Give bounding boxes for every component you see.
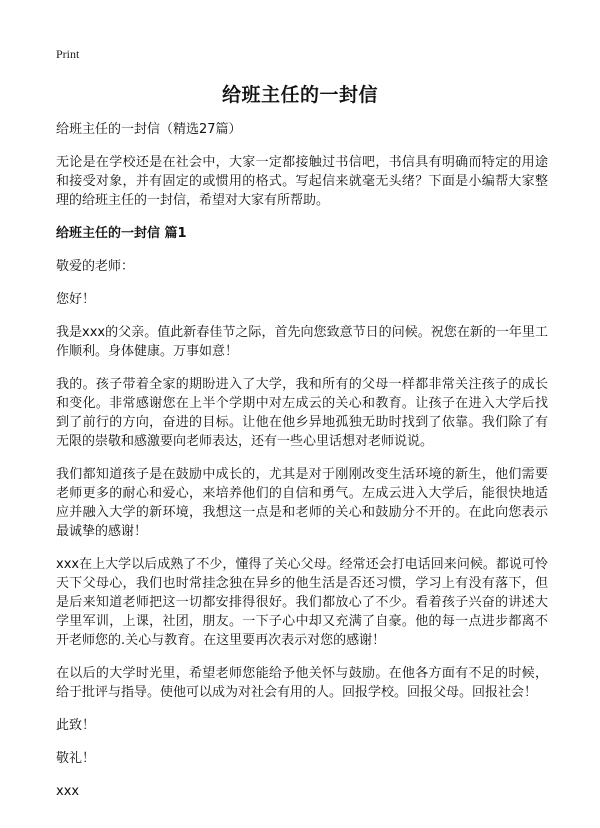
closing-line-1: 此致！ [56,718,96,733]
document-subtitle: 给班主任的一封信（精选27篇） [56,122,242,137]
salutation: 敬爱的老师： [56,259,135,274]
letter-paragraph-3: 我们都知道孩子是在鼓励中成长的，尤其是对于刚刚改变生活环境的新生，他们需要老师更多的耐心和爱心，来培养他们的自信和勇气。左成云进入大学后，能很快地适应并融入大学的新环境，我想这一点是和老师的关心和鼓励分不开的。在此向您表示最诚挚的感谢！ [56,467,548,539]
print-label[interactable]: Print [56,47,80,61]
letter-paragraph-5: 在以后的大学时光里，希望老师您能给予他关怀与鼓励。在他各方面有不足的时候，给于批评与指导。使他可以成为对社会有用的人。回报学校。回报父母。回报社会！ [56,666,548,700]
greeting: 您好！ [56,292,96,307]
page-title: 给班主任的一封信 [221,84,378,106]
intro-paragraph: 无论是在学校还是在社会中，大家一定都接触过书信吧，书信具有明确而特定的用途和接受对象，并有固定的或惯用的格式。写起信来就毫无头绪？下面是小编帮大家整理的给班主任的一封信，希望对大家有所帮助。 [56,155,548,208]
signature: xxx [56,784,80,799]
section-heading: 给班主任的一封信 篇1 [56,226,187,241]
letter-paragraph-1: 我是xxx的父亲。值此新春佳节之际，首先向您致意节日的问候。祝您在新的一年里工作顺利。身体健康。万事如意！ [56,325,548,359]
letter-paragraph-4: xxx在上大学以后成熟了不少，懂得了关心父母。经常还会打电话回来问候。都说可怜天下父母心，我们也时常挂念独在异乡的他生活是否还习惯，学习上有没有落下，但是后来知道老师把这一切都安排得很好。我们都放心了不少。看着孩子兴奋的讲述大学里军训，上课，社团，朋友。一下子心中却又充满了自豪。他的每一点进步都离不开老师您的.关心与教育。在这里要再次表示对您的感谢！ [56,557,548,648]
closing-line-2: 敬礼！ [56,751,96,766]
letter-paragraph-2: 我的。孩子带着全家的期盼进入了大学，我和所有的父母一样都非常关注孩子的成长和变化。非常感谢您在上半个学期中对左成云的关心和教育。让孩子在进入大学后找到了前行的方向，奋进的目标。让他在他乡异地孤独无助时找到了依靠。我们除了有无限的崇敬和感激要向老师表达，还有一些心里话想对老师说说。 [56,377,548,449]
document-body [56,120,548,815]
